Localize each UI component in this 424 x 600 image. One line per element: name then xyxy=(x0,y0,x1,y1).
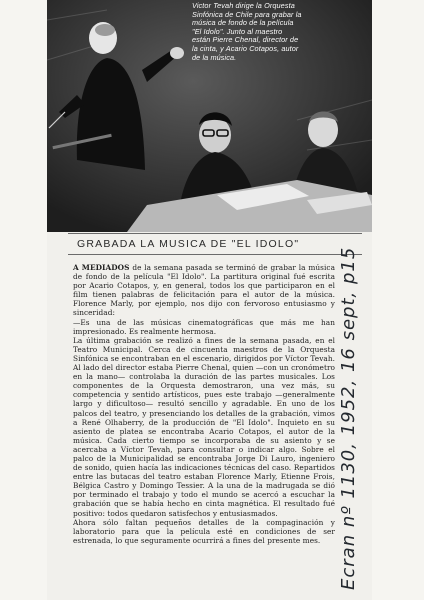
article-body xyxy=(73,263,335,545)
article-paragraph-4: Ahora sólo faltan pequeños detalles de la compaginación y laboratorio para que la película esté en condiciones de ser estrenada, lo que seguramente ocurrirá a fines del presente mes. xyxy=(73,517,335,545)
article-paragraph-3: La última grabación se realizó a fines de la semana pasada, en el Teatro Municipal. Cerca de cincuenta maestros de la Orquesta Sinfónica se encontraban en el escenario, dirigidos por Víctor Tevah. Al lado del director estaba Pierre Chenal, quien —con un cronómetro en la mano— controlaba la duración de las partes musicales. Los componentes de la Orquesta demostraron, una vez más, su competencia y sentido artísticos, pues este trabajo —generalmente largo y dificultoso— resultó sencillo y agradable. En uno de los palcos del teatro, y presenciando los detalles de la grabación, vimos a René Olhaberry, de la producción de "El Idolo". Inquieto en su asiento de platea se encontraba Acario Cotapos, el autor de la música. Cada cierto tiempo se incorporaba de su asiento y se acercaba a Víctor Tevah, para consultar o indicar algo. Sobre el palco de la Municipalidad se encontraba Jorge Di Lauro, ingeniero de sonido, quien hacía las indicaciones técnicas del caso. Repartidos entre las butacas del teatro estaban Florence Marly, Etienne Frois, Bélgica Castro y Domingo Tessier. A la una de la madrugada se dió por terminado el trabajo y todo el mundo se acercó a escuchar la grabación que se había hecho en cinta magnética. El resultado fué positivo: todos quedaron satisfechos y entusiasmados. xyxy=(73,335,335,518)
article-lead: A MEDIADOS xyxy=(73,263,130,272)
headline-top-rule xyxy=(68,233,362,234)
article-paragraph-1 xyxy=(73,263,335,318)
headline-bottom-rule xyxy=(68,254,362,255)
photo-caption: Victor Tevah dirige la Orquesta Sinfónica de Chile para grabar la música de fondo de la película "El Idolo". Junto al maestro están Pierre Chenal, director de la cinta, y Acario Cotapos, autor de la música. xyxy=(192,1,302,62)
orchestra-photo xyxy=(47,0,372,232)
article-paragraph-2: —Es una de las músicas cinematográficas que más me han impresionado. Es realmente hermosa. xyxy=(73,317,335,336)
handwritten-annotation: Ecran nº 1130, 1952, 16 sept, p15 xyxy=(338,246,359,590)
article-paragraph-1-text: de la semana pasada se terminó de grabar la música de fondo de la película "El Idolo". La partitura original fué escrita por Acario Cotapos, y, en general, todos los que participaron en el film tienen palabras de felicitación para el autor de la música. Florence Marly, por ejemplo, nos dijo con fervoroso entusiasmo y sinceridad: xyxy=(73,263,335,318)
article-headline: GRABADA LA MUSICA DE "EL IDOLO" xyxy=(77,238,300,250)
